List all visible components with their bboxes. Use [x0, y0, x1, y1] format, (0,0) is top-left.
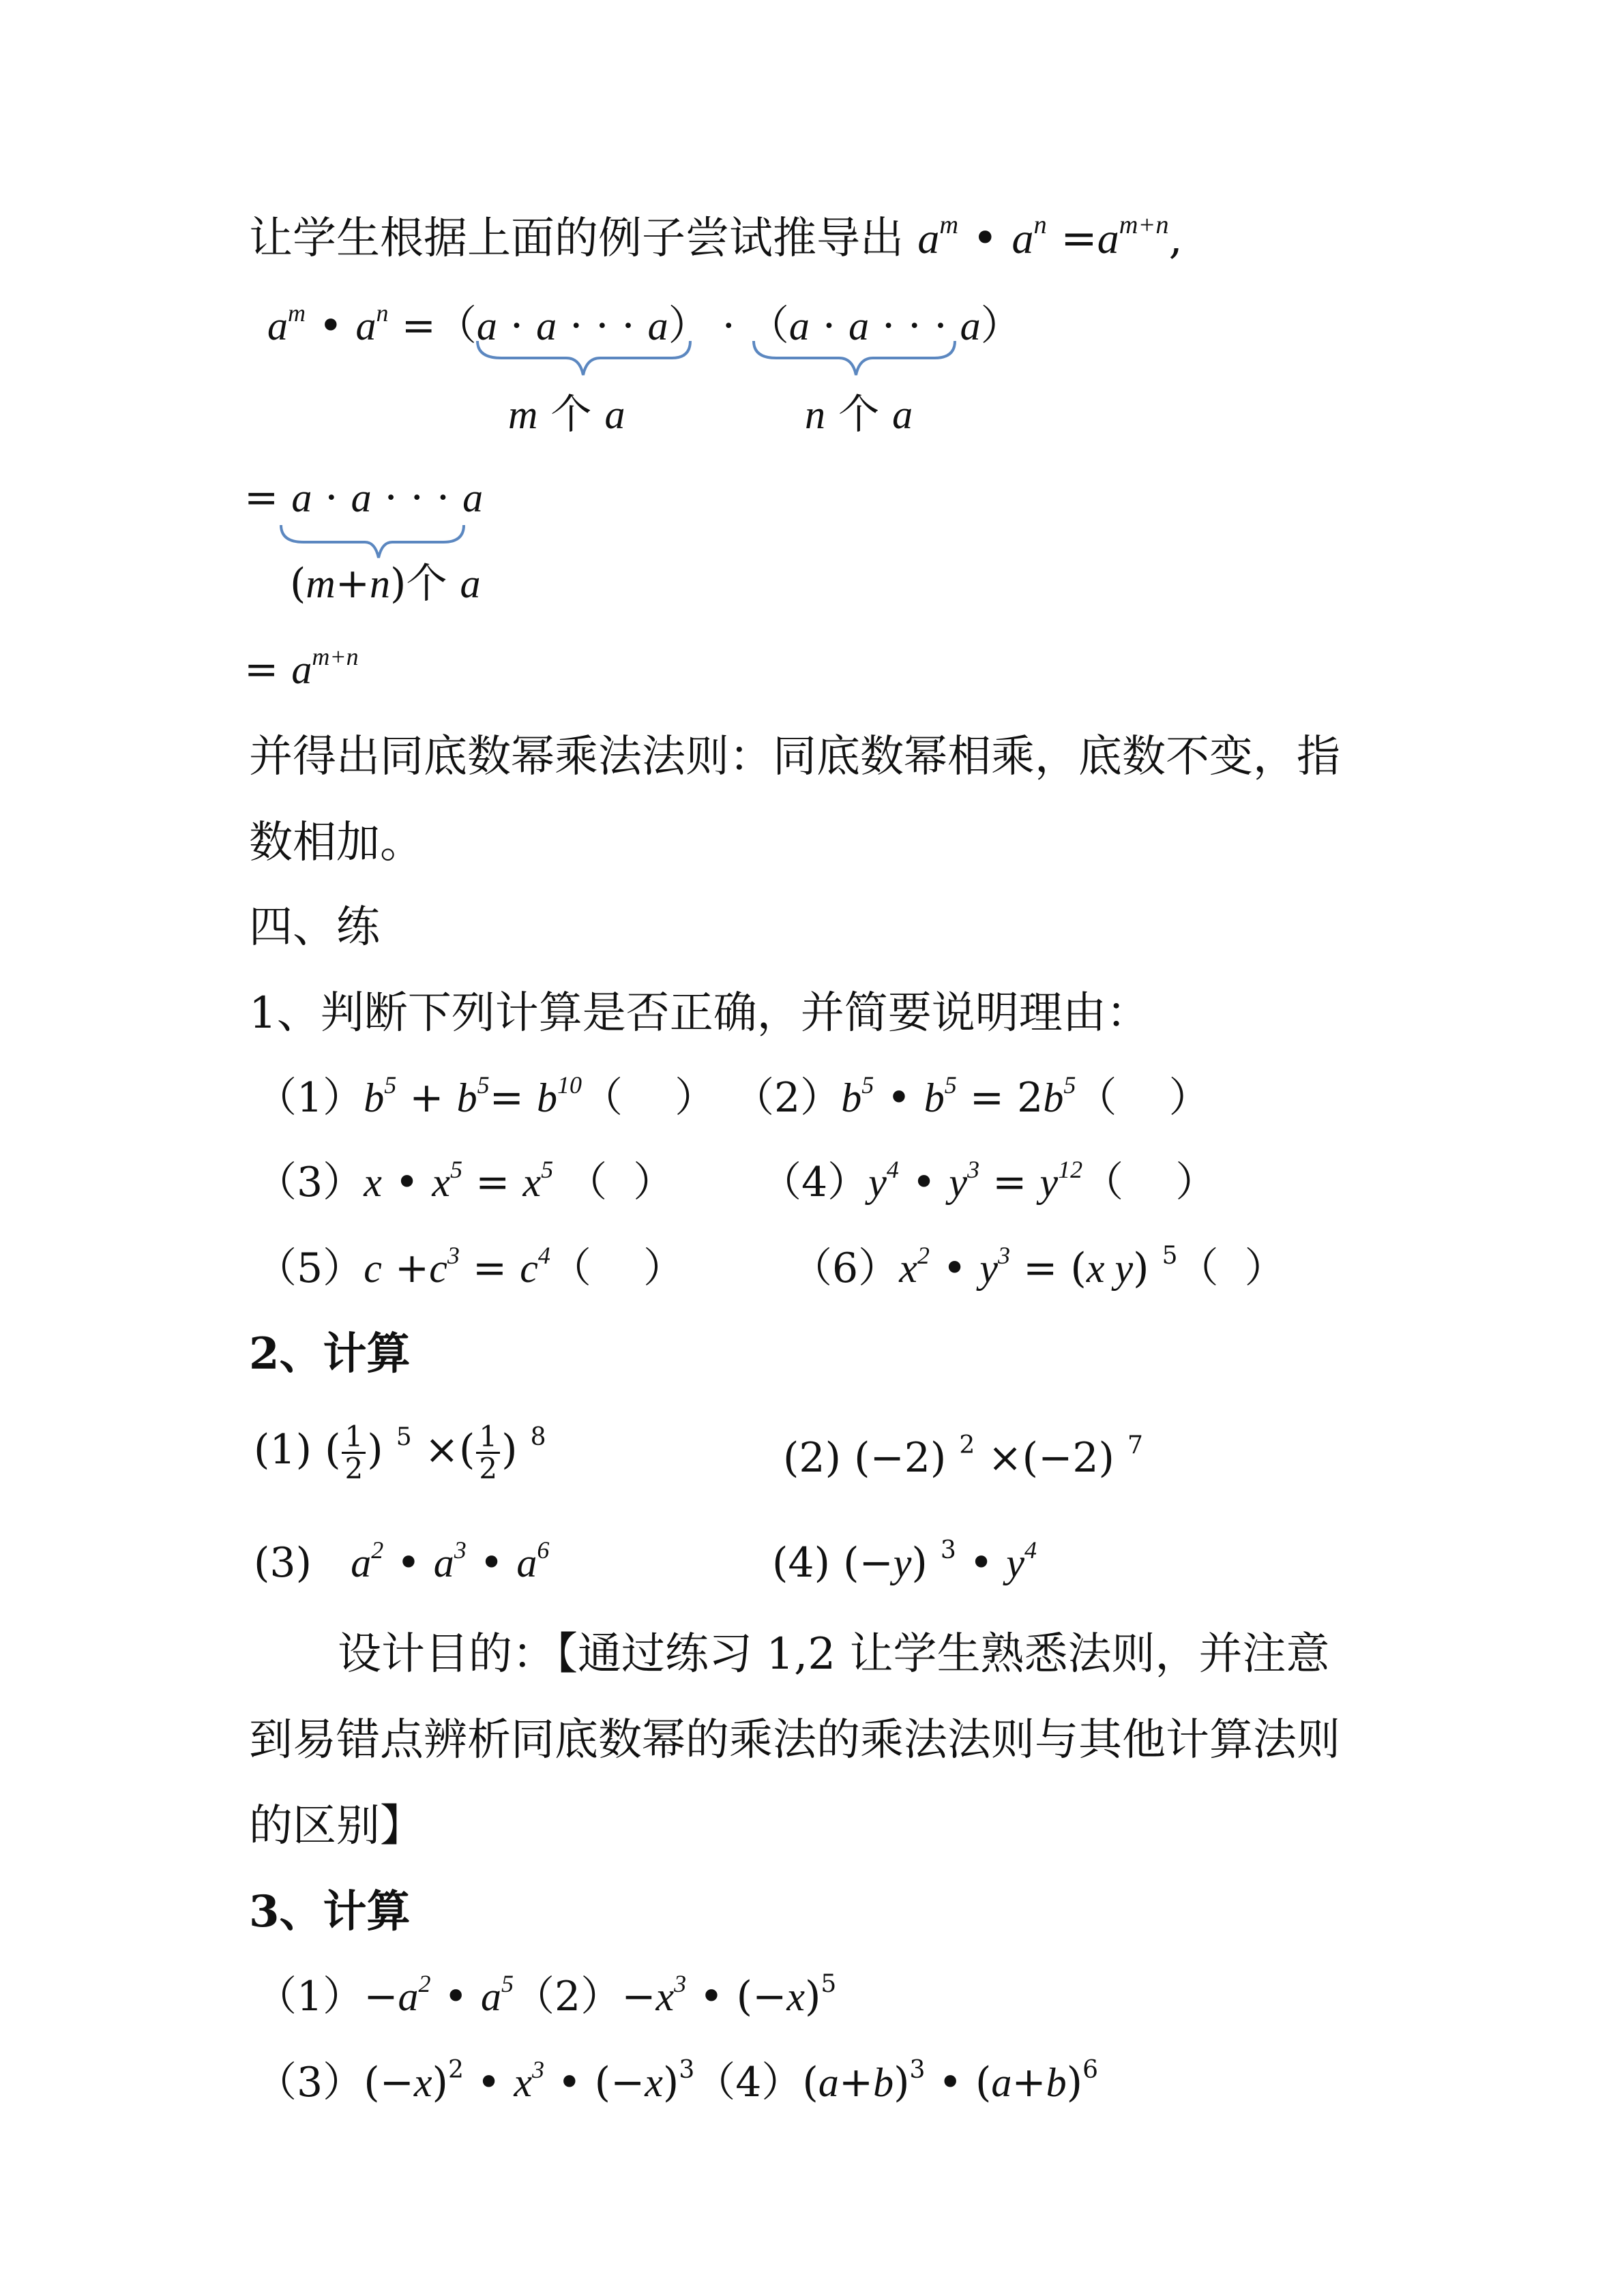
derivation-line-2: = a · a · · · a [244, 474, 484, 522]
rule-line-1: 并得出同底数幂乘法法则：同底数幂相乘，底数不变，指 [249, 732, 1340, 782]
q2-item-4: (4) (−y) $^3$ • $y^4$ [772, 1536, 1037, 1587]
q1-item-1: $(1)b^5 + b^5= b^{10}$（ ） [256, 1071, 716, 1122]
q2-item-3: (3) $a^2$ • $a^3$ • $a^6$ [254, 1536, 550, 1587]
q2-title: 2、计算 [249, 1328, 411, 1380]
q2-item-2: (2) (−2) $^2$ ×(−2) $^7$ [783, 1431, 1143, 1482]
rule-line-2: 数相加。 [249, 818, 424, 868]
derivation-line-1: $a^m$ • $a^n =(a \cdot a$ · · · a） · （a · a · · · a） [267, 299, 1022, 350]
q1-title: 1、判断下列计算是否正确，并简要说明理由： [249, 988, 1150, 1039]
q1-item-4: $(4)y^4$ • $y^3 = y^{12}$（ ） [761, 1156, 1217, 1206]
q1-item-5: $(5)c +c^3 = c^4$（ ） [256, 1242, 685, 1292]
design-line-1: 设计目的：【通过练习 1,2 让学生熟悉法则，并注意 [338, 1629, 1330, 1680]
q3-line-2: $(3)(-x)^2$ • $x^3$ • $(-x)^3(4)(a+b)^3$ • $(a+b)^6$ [256, 2056, 1098, 2106]
design-line-3: 的区别】 [249, 1801, 424, 1851]
brace-n [754, 341, 955, 375]
q2-item-1: (1) ( $\frac{1}{2}$ ) $^5$ ×( $\frac{1}{2}$ ) $^8$ [254, 1420, 546, 1486]
brace-mn [281, 525, 464, 558]
brace-m [477, 341, 690, 375]
section-4-heading: 四、练 [249, 902, 380, 953]
design-line-2: 到易错点辨析同底数幂的乘法的乘法法则与其他计算法则 [249, 1715, 1340, 1765]
derivation-line-3: = $a^{m+n}$ [244, 643, 359, 694]
q1-item-6: $(6)x^2$ • $y^3 = (x$ y) $^5$（ ） [791, 1242, 1286, 1292]
brace-n-label: n 个 a [805, 391, 913, 438]
brace-m-label: m 个 a [508, 391, 625, 438]
q3-line-1: $(1)-a^2$ • $a^5(2)-x^3$ • $(-x)^5$ [256, 1970, 837, 2021]
q3-title: 3、计算 [249, 1886, 411, 1937]
intro-text: 让学生根据上面的例子尝试推导出 [249, 213, 904, 264]
q1-item-3: （3）x • $x^5 = x^5$ （ ） [256, 1156, 675, 1206]
intro-line: 让学生根据上面的例子尝试推导出 $a^m$ • $a^n =a^{m+n}$, [249, 211, 1183, 264]
q1-item-2: $(2)b^5$ • $b^5 = 2b^5$（ ） [733, 1071, 1210, 1122]
brace-mn-label: (m+n)个 a [290, 560, 481, 608]
